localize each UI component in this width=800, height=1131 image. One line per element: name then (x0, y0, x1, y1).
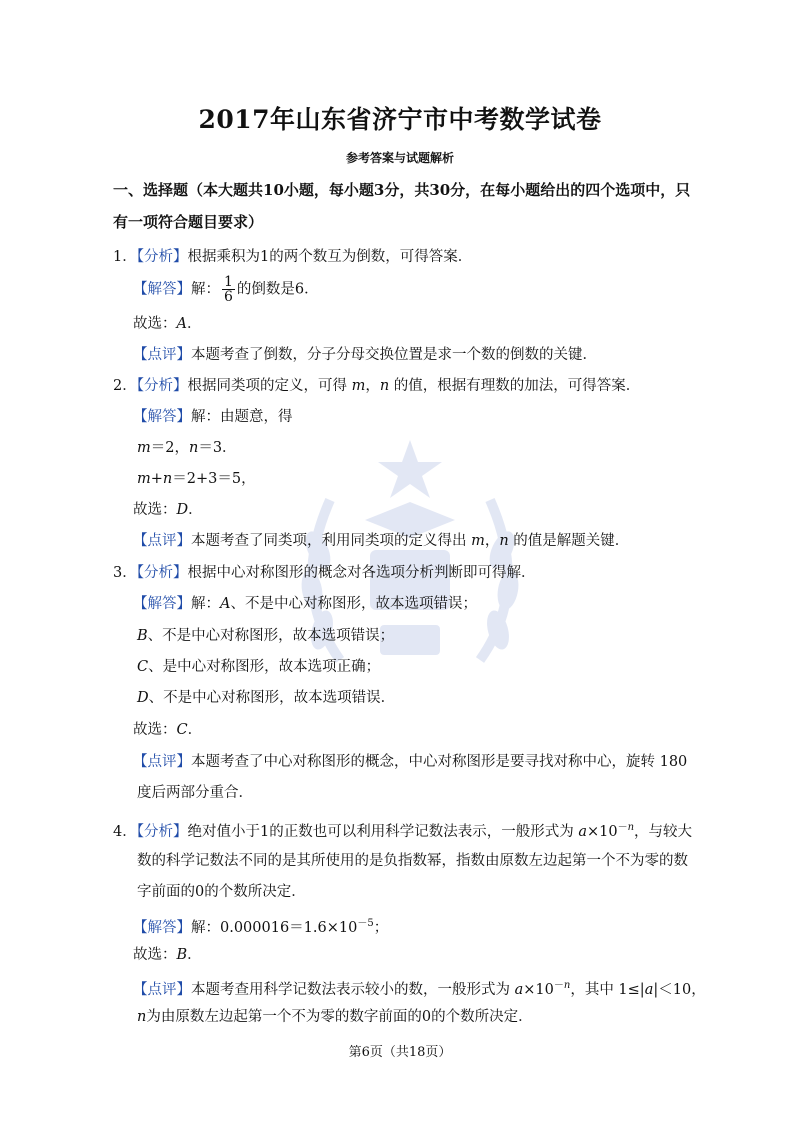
analysis-tag: 【分析】 (136, 824, 188, 840)
section-heading-line-2: 有一项符合题目要求） (113, 213, 264, 231)
option-c-letter: C (137, 659, 149, 675)
var-n: n (379, 378, 390, 394)
var-a: a (578, 824, 587, 840)
q4-comment-text-end: |＜10， (653, 982, 706, 998)
eq2-part: ＝2+3＝5， (172, 471, 256, 487)
q2-analysis-text: 根据同类项的定义，可得 (187, 378, 352, 394)
var-n: n (137, 1009, 147, 1025)
q3-comment-text: 本题考查了中心对称图形的概念，中心对称图形是要寻找对称中心，旋转 180 (191, 754, 688, 770)
q2-answer-text: 解：由题意，得 (191, 409, 293, 425)
q3-analysis (113, 563, 535, 583)
q2-choice (133, 500, 203, 520)
fraction (222, 275, 235, 304)
choose-prefix: 故选： (133, 947, 177, 963)
q4-analysis-line-2: 数的科学记数法不同的是其所使用的是负指数幂，指数由原数左边起第一个不为零的数 (137, 853, 688, 869)
choose-suffix: ． (188, 502, 203, 518)
answer-tag: 【解答】 (133, 920, 191, 936)
comment-tag: 【点评】 (133, 982, 191, 998)
page-footer: 第6页（共18页） (348, 1045, 452, 1060)
fraction-denominator: 6 (224, 289, 233, 305)
fraction-numerator: 1 (224, 274, 233, 290)
choice-letter: A (176, 316, 187, 332)
choose-prefix: 故选： (133, 722, 177, 738)
q2-comment (133, 531, 629, 551)
var-a: a (644, 982, 654, 998)
option-a-text: 、不是中心对称图形，故本选项错误； (230, 596, 477, 612)
eq1-part: ＝3． (198, 440, 237, 456)
q3-answer-prefix: 解： (191, 596, 220, 612)
q1-comment-text: 本题考查了倒数，分子分母交换位置是求一个数的倒数的关键． (191, 347, 597, 363)
q4-comment-line-2 (137, 1007, 533, 1027)
choice-letter: B (176, 947, 188, 963)
q3-option-d (137, 688, 395, 708)
document-subtitle: 参考答案与试题解析 (345, 151, 454, 165)
comment-tag: 【点评】 (133, 533, 191, 549)
comment-tag: 【点评】 (133, 754, 191, 770)
q1-choice (133, 314, 201, 334)
choose-suffix: ． (186, 316, 202, 332)
question-number: 2． (113, 378, 137, 394)
exponent: －5 (357, 918, 374, 929)
q4-analysis-text-end: ，与较大 (634, 824, 693, 840)
minus-sign: － (553, 980, 564, 991)
analysis-tag: 【分析】 (136, 249, 188, 265)
q3-option-c (137, 657, 380, 677)
q3-analysis-text: 根据中心对称图形的概念对各选项分析判断即可得解． (187, 565, 536, 581)
q4-comment-text-mid: ，其中 1≤| (570, 982, 645, 998)
comment-tag: 【点评】 (133, 347, 191, 363)
choose-suffix: ． (187, 722, 203, 738)
exponent (618, 822, 634, 833)
comma: ， (365, 378, 380, 394)
choose-prefix: 故选： (133, 316, 177, 332)
q3-comment-line-2: 度后两部分重合． (137, 785, 253, 801)
choice-letter: D (176, 502, 189, 518)
var-m: m (351, 378, 366, 394)
q4-analysis-line-1 (113, 818, 692, 842)
q1-comment (133, 345, 597, 365)
section-heading-line-1: 一、选择题（本大题共10小题，每小题3分，共30分，在每小题给出的四个选项中，只 (113, 181, 691, 199)
exponent (554, 980, 570, 991)
q4-answer-text: 解：0.000016＝1.6×10 (191, 920, 358, 936)
choice-letter: C (176, 722, 188, 738)
q2-analysis (113, 376, 640, 396)
option-b-letter: B (137, 628, 148, 644)
option-c-text: 、是中心对称图形，故本选项正确； (148, 659, 381, 675)
plus-sign: + (150, 471, 163, 487)
var-m: m (471, 533, 485, 549)
answer-tag: 【解答】 (133, 409, 191, 425)
q3-comment-line-1 (133, 752, 687, 772)
answer-tag: 【解答】 (133, 281, 191, 298)
q4-answer-end: ； (373, 920, 389, 936)
var-m: m (137, 471, 151, 487)
question-number: 4． (113, 824, 137, 840)
var-a: a (514, 982, 524, 998)
q2-equation-2 (137, 469, 256, 489)
var-n: n (499, 533, 509, 549)
q4-choice (133, 945, 202, 965)
choose-prefix: 故选： (133, 502, 177, 518)
var-n: n (563, 980, 571, 991)
answer-tag: 【解答】 (133, 596, 191, 612)
question-number: 3． (113, 565, 137, 581)
option-d-text: 、不是中心对称图形，故本选项错误． (148, 690, 396, 706)
q1-analysis (113, 247, 472, 267)
times-ten: ×10 (523, 982, 554, 998)
q2-comment-text: 本题考查了同类项，利用同类项的定义得出 (191, 533, 472, 549)
q1-answer (133, 275, 319, 304)
q2-equation-1 (137, 438, 237, 458)
q4-comment-text-2: 为由原数左边起第一个不为零的数字前面的0的个数所决定． (146, 1009, 533, 1025)
option-a-letter: A (220, 596, 231, 612)
document-title: 2017年山东省济宁市中考数学试卷 (198, 105, 602, 134)
q3-option-b (137, 626, 394, 646)
q1-analysis-text: 根据乘积为1的两个数互为倒数，可得答案． (187, 249, 473, 265)
q2-answer (133, 407, 293, 427)
comma: ， (484, 533, 500, 549)
q4-comment-line-1 (133, 976, 706, 1000)
times-ten: ×10 (586, 824, 618, 840)
analysis-tag: 【分析】 (136, 378, 188, 394)
option-d-letter: D (137, 690, 149, 706)
var-n: n (188, 440, 199, 456)
q4-answer (133, 914, 388, 938)
var-n: n (162, 471, 173, 487)
q1-answer-suffix: 的倒数是6． (236, 281, 319, 298)
eq1-part: ＝2， (150, 440, 189, 456)
q4-analysis-text: 绝对值小于1的正数也可以利用科学记数法表示，一般形式为 (187, 824, 579, 840)
var-n: n (627, 822, 635, 833)
q1-answer-prefix: 解： (191, 281, 220, 298)
question-number: 1． (113, 249, 137, 265)
q4-comment-text: 本题考查用科学记数法表示较小的数，一般形式为 (191, 982, 515, 998)
option-b-text: 、不是中心对称图形，故本选项错误； (147, 628, 395, 644)
var-m: m (137, 440, 151, 456)
q2-comment-text-end: 的值是解题关键． (508, 533, 630, 549)
minus-sign: － (617, 822, 628, 833)
q4-analysis-line-3: 字前面的0的个数所决定． (137, 884, 306, 900)
q2-analysis-text-end: 的值，根据有理数的加法，可得答案． (389, 378, 641, 394)
q3-answer (133, 594, 477, 614)
choose-suffix: ． (187, 947, 202, 963)
analysis-tag: 【分析】 (136, 565, 188, 581)
q3-choice (133, 720, 202, 740)
